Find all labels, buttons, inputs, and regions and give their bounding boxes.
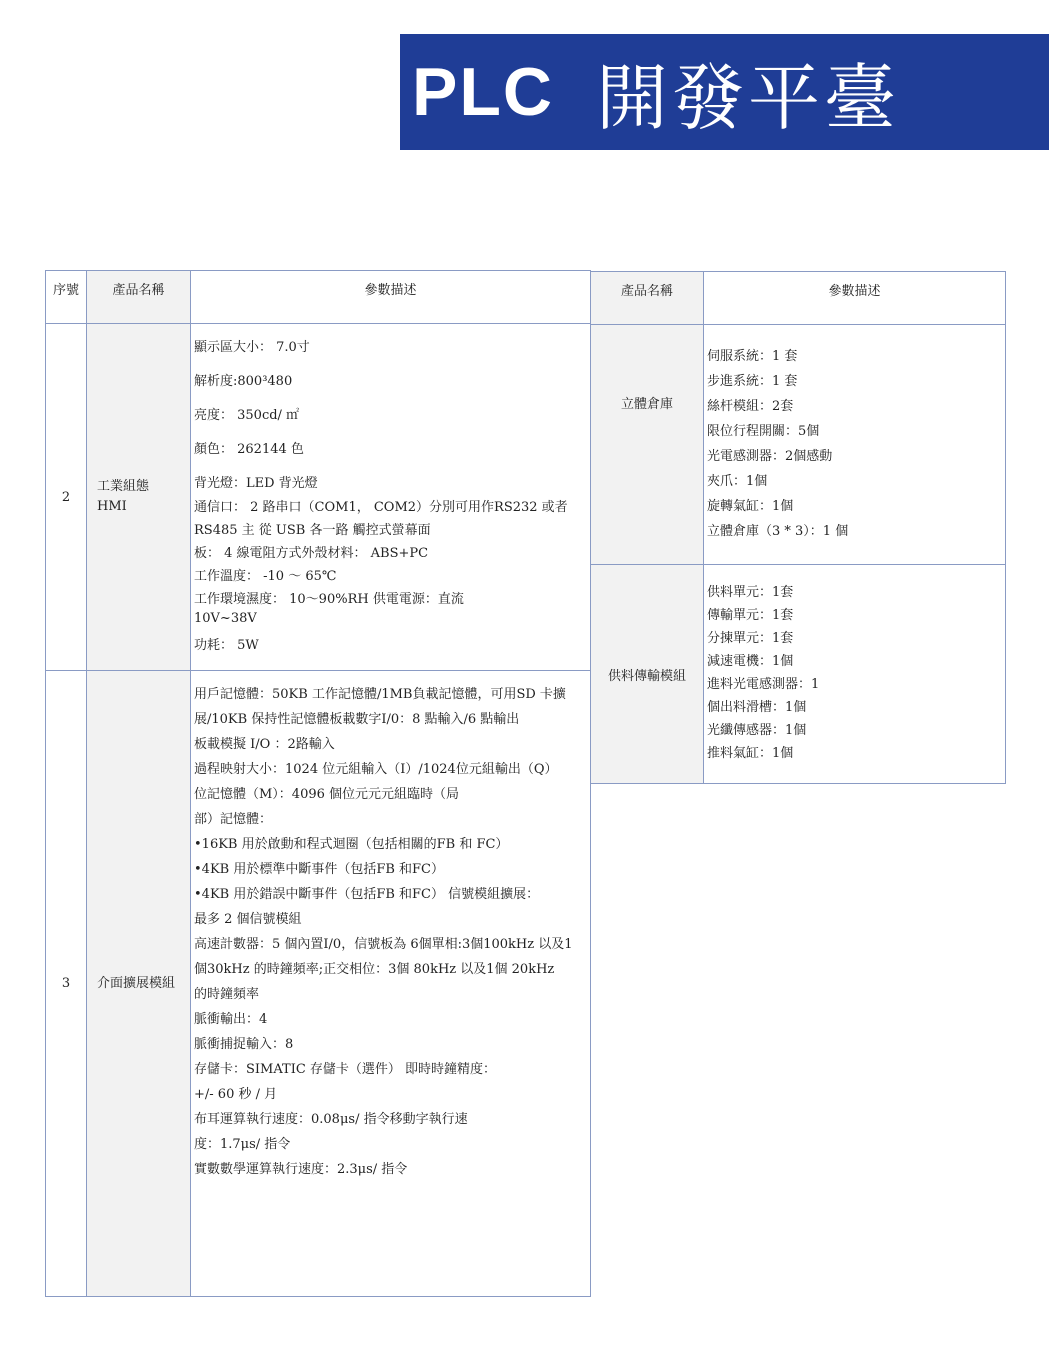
desc-line: 位記憶體（M）：4096 個位元元元組臨時（局 [194,787,460,802]
row-serial: 3 [46,671,87,1297]
name-line: 介面擴展模組 [97,975,176,991]
row-description [191,671,591,1297]
desc-line: 顏色： 262144 色 [194,442,304,457]
desc-line: RS485 主 從 USB 各一路 觸控式螢幕面 [194,523,431,538]
desc-line: 推料氣缸：1個 [707,746,794,761]
desc-line: 減速電機：1個 [707,654,794,669]
desc-line: 背光燈：LED 背光燈 [194,476,318,491]
row-product-name [87,324,191,671]
header-serial: 序號 [46,271,87,324]
desc-line: 立體倉庫（3 * 3）：1 個 [707,524,849,539]
desc-line: 用戶記憶體：50KB 工作記憶體/1MB負載記憶體，可用SD 卡擴 [194,687,566,702]
desc-line: 過程映射大小：1024 位元組輸入（I）/1024位元組輸出（Q） [194,762,558,777]
desc-line: 絲杆模組：2套 [707,399,794,414]
row-description [191,324,591,671]
desc-line: 的時鐘頻率 [194,987,260,1002]
desc-line: 步進系統：1 套 [707,374,798,389]
desc-line: •16KB 用於啟動和程式迴圈（包括相關的FB 和 FC） [194,837,509,852]
desc-line: 光纖傳感器：1個 [707,723,807,738]
desc-line: 部）記憶體： [194,812,273,827]
row-product-name: 供料傳輸模組 [591,565,704,784]
table-row [591,325,1006,565]
header-product-name: 產品名稱 [591,272,704,325]
left-spec-table [45,270,591,1297]
desc-line: 伺服系統：1 套 [707,349,798,364]
desc-line: +/- 60 秒 / 月 [194,1087,278,1102]
desc-line: 高速計數器：5 個內置I/0，信號板為 6個單相:3個100kHz 以及1 [194,937,573,952]
table-row [46,671,591,1297]
row-product-name: 立體倉庫 [591,325,704,565]
table-row [46,324,591,671]
desc-line: 功耗： 5W [194,638,259,653]
desc-line: 工作溫度： -10 ～ 65℃ [194,569,337,584]
title-banner [400,34,1049,150]
desc-line: 供料單元：1套 [707,585,794,600]
desc-line: 光電感測器：2個感動 [707,449,833,464]
name-line: HMI [97,499,127,514]
desc-line: 顯示區大小： 7.0寸 [194,340,310,355]
right-spec-table [590,271,1006,784]
desc-line: •4KB 用於錯誤中斷事件（包括FB 和FC） 信號模組擴展： [194,887,540,902]
desc-line: 解析度:800³480 [194,374,293,389]
desc-line: 個30kHz 的時鐘頻率;正交相位：3個 80kHz 以及1個 20kHz [194,962,555,977]
row-description [704,565,1006,784]
header-product-name: 產品名稱 [87,271,191,324]
desc-line: 實數數學運算執行速度：2.3μs/ 指令 [194,1162,408,1177]
desc-line: 通信口： 2 路串口（COM1， COM2）分別可用作RS232 或者 [194,500,568,515]
desc-line: 板載模擬 I/O ：2路輸入 [194,737,335,752]
banner-title: 開發平臺 [596,56,901,140]
desc-line: 脈衝捕捉輸入：8 [194,1037,294,1052]
desc-line: 度：1.7μs/ 指令 [194,1137,291,1152]
desc-line: 進料光電感測器：1 [707,677,820,692]
header-param-desc: 參數描述 [191,271,591,324]
desc-line: 亮度： 350cd/ ㎡ [194,408,300,423]
table-row [591,565,1006,784]
desc-line: 分揀單元：1套 [707,631,794,646]
header-param-desc: 參數描述 [704,272,1006,325]
desc-line: 傳輸單元：1套 [707,608,794,623]
desc-line: 限位行程開關：5個 [707,424,820,439]
desc-line: 旋轉氣缸：1個 [707,499,794,514]
desc-line: 最多 2 個信號模組 [194,912,302,927]
desc-line: 夾爪：1個 [707,474,768,489]
desc-line: 脈衝輸出：4 [194,1012,268,1027]
row-serial: 2 [46,324,87,671]
row-product-name [87,671,191,1297]
desc-line: •4KB 用於標準中斷事件（包括FB 和FC） [194,862,445,877]
banner-plc: PLC [412,54,554,130]
desc-line: 10V~38V [194,611,257,626]
desc-line: 工作環境濕度： 10～90%RH 供電電源：直流 [194,592,464,607]
desc-line: 展/10KB 保持性記憶體板載數字I/0：8 點輸入/6 點輸出 [194,712,520,727]
row-description [704,325,1006,565]
name-line: 工業組態 [97,479,150,494]
desc-line: 板： 4 線電阻方式外殼材料： ABS+PC [194,546,429,561]
desc-line: 存儲卡：SIMATIC 存儲卡（選件） 即時時鐘精度： [194,1062,497,1077]
desc-line: 個出料滑槽：1個 [707,700,807,715]
desc-line: 布耳運算執行速度：0.08μs/ 指令移動字執行速 [194,1112,468,1127]
